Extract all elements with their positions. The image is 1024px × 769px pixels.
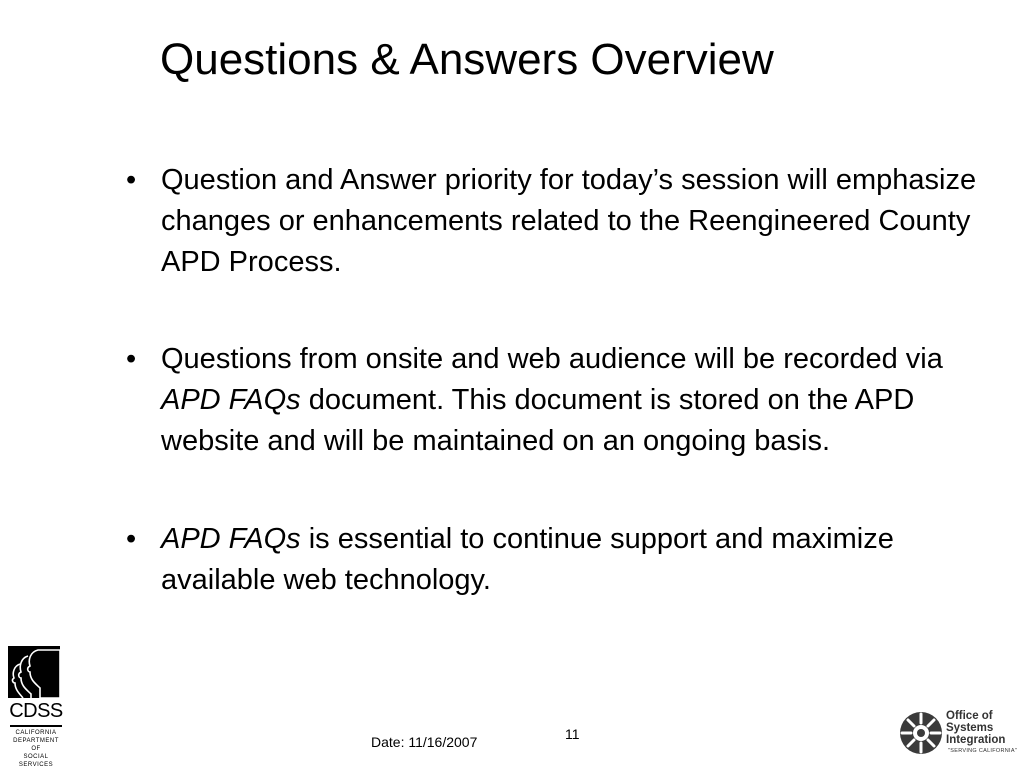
bullet-text — [161, 343, 943, 457]
bullet-list — [126, 160, 986, 657]
bullet-text-emphasis: APD FAQs — [161, 523, 301, 555]
cdss-subtitle — [8, 729, 64, 769]
cdss-faces-icon — [8, 646, 60, 698]
cdss-divider — [10, 725, 62, 727]
osi-name — [946, 710, 1005, 746]
footer-date: Date: 11/16/2007 — [371, 734, 478, 750]
cdss-sub-line: CALIFORNIA — [15, 730, 57, 736]
bullet-text-segment: document. This document is stored on the APD website and will be maintained on an ongoing basis. — [161, 384, 915, 457]
slide-title: Questions & Answers Overview — [160, 35, 774, 84]
cdss-logo — [8, 646, 63, 768]
osi-name-line: Office of — [946, 710, 993, 722]
bullet-text — [161, 523, 894, 596]
bullet-marker — [126, 160, 146, 201]
osi-emblem-icon — [898, 710, 944, 756]
bullet-marker — [126, 519, 146, 560]
bullet-item — [126, 519, 986, 601]
osi-logo — [898, 708, 1016, 758]
bullet-marker — [126, 339, 146, 380]
bullet-text — [161, 164, 976, 278]
bullet-text-segment: Questions from onsite and web audience will be recorded via — [161, 343, 943, 375]
osi-name-line: Systems — [946, 722, 994, 734]
osi-name-line: Integration — [946, 734, 1006, 746]
bullet-text-segment: Question and Answer priority for today’s session will emphasize changes or enhancements related to the Reengineered County APD Process. — [161, 164, 977, 278]
cdss-name: CDSS — [9, 700, 63, 722]
bullet-text-segment: is essential to continue support and maximize available web technology. — [161, 523, 894, 596]
bullet-item — [126, 160, 986, 283]
cdss-sub-line: DEPARTMENT OF — [13, 738, 59, 752]
page-number: 11 — [565, 726, 580, 742]
bullet-text-emphasis: APD FAQs — [161, 384, 301, 416]
cdss-sub-line: SOCIAL SERVICES — [18, 754, 54, 768]
bullet-item — [126, 339, 986, 462]
osi-tagline: "SERVING CALIFORNIA" — [948, 748, 1018, 754]
